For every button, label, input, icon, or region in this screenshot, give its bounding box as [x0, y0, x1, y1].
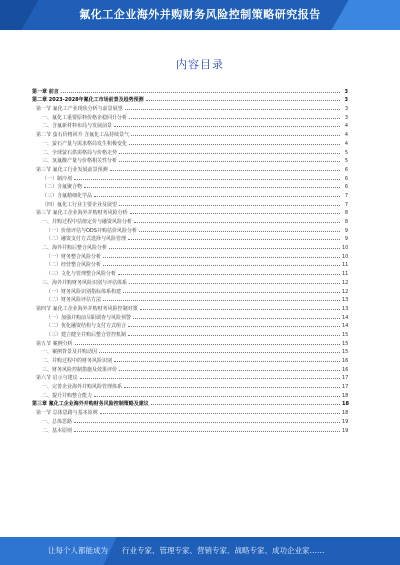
toc-entry[interactable] [32, 121, 348, 130]
toc-entry[interactable] [32, 112, 348, 121]
toc-leader-dots [100, 413, 340, 414]
toc-entry-page: 7 [344, 192, 348, 199]
toc-entry[interactable] [32, 199, 348, 208]
toc-entry-label: 二、全球萤石供需格局与价格走势 [42, 149, 118, 156]
toc-entry-label: 第二节 萤石价格回升 含氟化工品持续景气 [36, 132, 130, 139]
toc-leader-dots [146, 100, 340, 101]
toc-entry-page: 3 [344, 97, 348, 104]
toc-entry-label: （一）制冷剂 [42, 175, 73, 182]
toc-entry[interactable] [32, 156, 348, 165]
toc-entry-label: （一）财务风险识别指标体系构建 [46, 288, 122, 295]
toc-entry[interactable] [32, 216, 348, 225]
toc-leader-dots [133, 318, 340, 319]
toc-entry[interactable] [32, 242, 348, 251]
toc-entry[interactable] [32, 425, 348, 434]
toc-entry-label: 第三节 氟化工企业海外并购财务风险分析 [36, 210, 128, 217]
toc-entry-label: 二、并购过程中的财务风险识别 [42, 358, 113, 364]
toc-entry[interactable] [32, 381, 348, 390]
toc-entry[interactable] [32, 234, 348, 243]
toc-leader-dots [128, 335, 340, 336]
toc-entry-page: 19 [342, 418, 349, 425]
toc-entry-label: （二）经营整合风险分析 [46, 262, 102, 269]
toc-entry-label: 第四节 氟化工企业海外并购财务风险控制对策 [36, 305, 138, 312]
toc-entry-page: 16 [342, 358, 349, 364]
toc-leader-dots [99, 352, 340, 353]
toc-entry-page: 12 [342, 288, 349, 295]
toc-entry[interactable] [32, 147, 348, 156]
toc-entry[interactable] [32, 129, 348, 138]
toc-entry[interactable] [32, 138, 348, 147]
toc-entry[interactable] [32, 260, 348, 269]
toc-entry[interactable] [32, 182, 348, 191]
toc-entry[interactable] [32, 416, 348, 425]
toc-entry-page: 3 [344, 88, 348, 95]
toc-entry-page: 19 [342, 427, 349, 434]
toc-leader-dots [114, 126, 340, 127]
toc-entry[interactable] [32, 164, 348, 173]
table-of-contents [32, 86, 348, 434]
toc-entry-label: 第二章 2023-2028年氟化工市场前景及趋势预测 [32, 97, 144, 104]
toc-leader-dots [74, 179, 340, 180]
toc-entry-page: 9 [344, 236, 348, 243]
toc-leader-dots [103, 265, 340, 266]
toc-entry-label: （三）文化与管理整合风险分析 [46, 271, 117, 278]
toc-entry-label: 一、完善企业海外并购风险管理体系 [42, 384, 123, 391]
toc-entry-label: 三、氢氟酸产量与价格相关性分析 [42, 158, 118, 165]
toc-entry-page: 4 [344, 132, 348, 139]
toc-entry-page: 8 [344, 219, 348, 225]
toc-leader-dots [140, 309, 340, 310]
toc-entry[interactable] [32, 286, 348, 295]
toc-entry-page: 17 [342, 375, 349, 382]
toc-entry-page: 3 [344, 106, 348, 113]
toc-entry-label: 三、财务风险控制措施及效果评价 [42, 366, 118, 373]
toc-entry[interactable] [32, 268, 348, 277]
toc-entry-page: 18 [342, 401, 349, 408]
toc-entry-label: 一、案例背景及并购动因 [42, 349, 98, 356]
toc-entry-label: （三）含氟精细化学品 [42, 192, 93, 199]
toc-entry-page: 6 [344, 184, 348, 191]
toc-entry-page: 15 [342, 349, 349, 356]
toc-entry-label: 第一章 前言 [32, 88, 59, 95]
toc-entry-label: 一、萤石产量与需求格局发生积极变化 [42, 140, 128, 147]
toc-leader-dots [74, 422, 340, 423]
toc-entry[interactable] [32, 225, 348, 234]
document-title: 氟化工企业海外并购财务风险控制策略研究报告 [79, 8, 321, 21]
toc-entry-page: 13 [342, 305, 349, 312]
toc-entry-page: 11 [342, 271, 349, 278]
toc-entry-label: （二）含氟聚合物 [42, 184, 83, 191]
header-banner [0, 0, 400, 30]
toc-entry[interactable] [32, 277, 348, 286]
toc-entry[interactable] [32, 251, 348, 260]
toc-entry[interactable] [32, 390, 348, 399]
toc-entry-label: （二）优化融资结构与支付方式组合 [46, 323, 127, 330]
toc-leader-dots [123, 292, 340, 293]
toc-leader-dots [61, 92, 340, 93]
toc-heading: 内容目录 [176, 58, 224, 71]
toc-entry-page: 6 [344, 166, 348, 173]
toc-entry[interactable] [32, 303, 348, 312]
toc-entry[interactable] [32, 338, 348, 347]
toc-entry-page: 13 [342, 297, 349, 304]
toc-entry[interactable] [32, 173, 348, 182]
toc-entry-page: 18 [342, 392, 349, 399]
toc-entry-label: （一）价值评估与ODS并购估价风险分析 [46, 227, 137, 234]
toc-leader-dots [119, 205, 340, 206]
toc-leader-dots [131, 135, 340, 136]
toc-entry[interactable] [32, 321, 348, 330]
toc-entry-label: 一、氟化工重要原料价格企稳回升分析 [42, 114, 128, 121]
toc-leader-dots [124, 387, 340, 388]
toc-entry-page: 9 [344, 227, 348, 234]
toc-entry[interactable] [32, 95, 348, 104]
toc-leader-dots [84, 187, 340, 188]
toc-entry-page: 5 [344, 158, 348, 165]
toc-entry-label: 第三章 氟化工企业海外并购财务风险控制策略及建议 [32, 401, 149, 408]
toc-entry-page: 3 [344, 114, 348, 121]
toc-entry-label: （一）财务整合风险分析 [46, 253, 102, 260]
toc-leader-dots [125, 109, 340, 110]
toc-entry-page: 10 [342, 253, 349, 260]
toc-entry-page: 11 [342, 262, 349, 269]
toc-leader-dots [75, 344, 340, 345]
toc-leader-dots [119, 161, 340, 162]
toc-entry-page: 15 [342, 340, 349, 347]
toc-entry-label: （二）财务风险评估方法 [46, 297, 102, 304]
toc-entry-label: 一、并购过程中估值定价与融资风险分析 [42, 219, 133, 225]
toc-entry-label: 二、含氟新材料布局与发展前景 [42, 123, 113, 130]
toc-leader-dots [128, 326, 340, 327]
toc-entry-page: 5 [344, 149, 348, 156]
toc-leader-dots [103, 300, 340, 301]
toc-entry-page: 14 [342, 323, 349, 330]
toc-entry-page: 6 [344, 175, 348, 182]
toc-entry-label: （四）氟化工行业主要企业及展望 [42, 201, 118, 208]
footer-slogan-left: 让每个人都能成为 [48, 546, 108, 555]
footer-slogan-right: 行业专家、管理专家、营销专家、战略专家、成功企业家…… [122, 546, 325, 555]
toc-leader-dots [129, 144, 340, 145]
toc-entry-page: 4 [344, 140, 348, 147]
toc-entry-page: 4 [344, 123, 348, 130]
toc-leader-dots [128, 239, 340, 240]
toc-leader-dots [80, 378, 340, 379]
toc-leader-dots [74, 431, 340, 432]
toc-entry-page: 14 [342, 314, 349, 321]
toc-entry[interactable] [32, 86, 348, 95]
toc-entry-label: 一、总体思路 [42, 418, 73, 425]
toc-entry-page: 10 [342, 245, 349, 252]
toc-entry-label: （二）融资支付方式选择与风险管理 [46, 236, 127, 243]
toc-leader-dots [118, 274, 340, 275]
toc-leader-dots [151, 404, 340, 405]
toc-entry[interactable] [32, 347, 348, 356]
toc-leader-dots [134, 222, 340, 223]
toc-entry[interactable] [32, 295, 348, 304]
toc-entry-label: 二、海外并购后整合风险分析 [42, 245, 108, 252]
toc-leader-dots [129, 118, 340, 119]
toc-leader-dots [94, 396, 340, 397]
toc-entry-label: 第五节 案例分析 [36, 340, 73, 347]
toc-entry[interactable] [32, 407, 348, 416]
toc-entry-label: 二、提升并购整合能力 [42, 392, 93, 399]
toc-entry-page: 18 [342, 410, 349, 417]
toc-entry-label: 第三节 氟化工行业发展前景预测 [36, 166, 108, 173]
toc-entry[interactable] [32, 355, 348, 364]
toc-entry-label: 二、基本原则 [42, 427, 73, 434]
toc-entry[interactable] [32, 190, 348, 199]
footer-banner [0, 537, 400, 565]
toc-entry-label: 第六节 启示与建议 [36, 375, 78, 382]
toc-entry-page: 7 [344, 201, 348, 208]
toc-leader-dots [110, 170, 340, 171]
toc-entry-label: 第一节 氟化工产业现状分析与前景展望 [36, 106, 123, 113]
toc-entry[interactable] [32, 208, 348, 217]
toc-leader-dots [103, 257, 340, 258]
toc-entry[interactable] [32, 364, 348, 373]
toc-entry[interactable] [32, 312, 348, 321]
toc-leader-dots [94, 196, 340, 197]
toc-entry-page: 17 [342, 384, 349, 391]
toc-leader-dots [119, 370, 340, 371]
toc-entry-label: （三）建立健全并购后整合管控机制 [46, 331, 127, 338]
toc-entry-page: 8 [344, 210, 348, 217]
toc-entry[interactable] [32, 329, 348, 338]
toc-entry[interactable] [32, 373, 348, 382]
toc-entry[interactable] [32, 399, 348, 408]
toc-leader-dots [114, 361, 340, 362]
toc-leader-dots [119, 153, 340, 154]
toc-entry[interactable] [32, 103, 348, 112]
toc-leader-dots [109, 248, 340, 249]
toc-leader-dots [130, 213, 340, 214]
toc-entry-label: 第一节 总体思路与基本原则 [36, 410, 98, 417]
toc-entry-page: 16 [342, 366, 349, 373]
toc-leader-dots [139, 231, 340, 232]
toc-leader-dots [129, 283, 340, 284]
toc-entry-page: 12 [342, 279, 349, 286]
toc-entry-label: 三、海外并购财务风险识别与评估体系 [42, 279, 128, 286]
toc-entry-label: （一）加强并购前尽职调查与风险预警 [46, 314, 132, 321]
toc-entry-page: 15 [342, 331, 349, 338]
